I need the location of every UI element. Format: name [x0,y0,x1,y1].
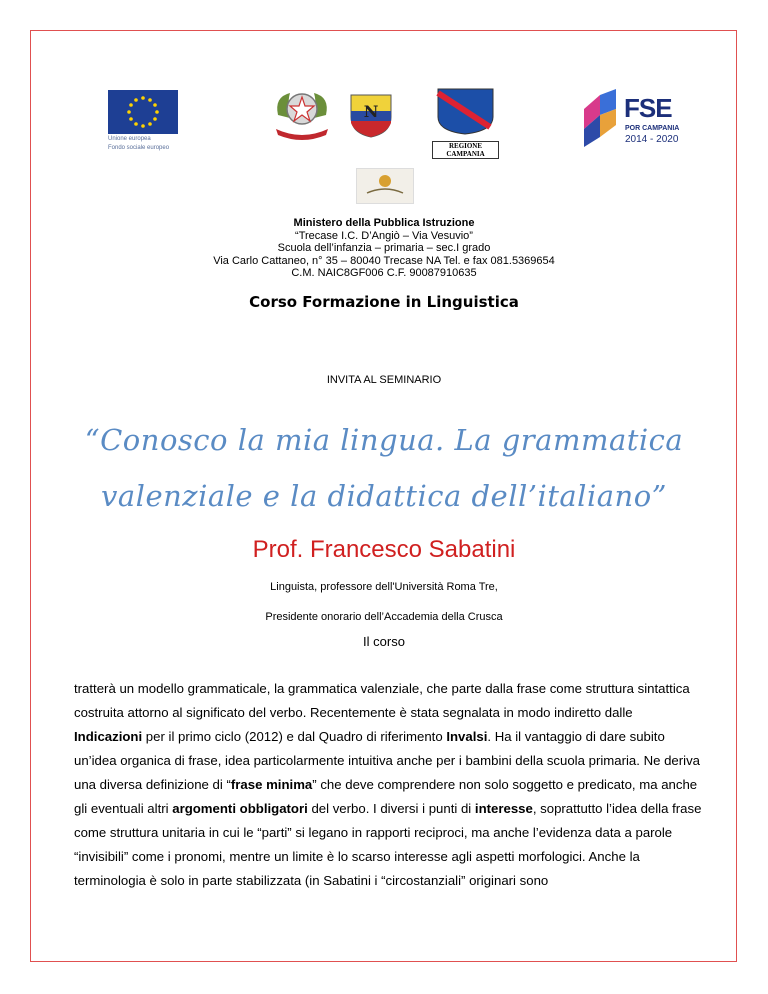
campania-caption: REGIONE CAMPANIA [432,141,499,159]
course-title: Corso Formazione in Linguistica [249,293,519,311]
invite-text: INVITA AL SEMINARIO [326,374,442,386]
course-description [74,677,704,893]
body-part-6: , soprattutto l’idea della frase come struttura unitaria in cui le “parti” si legano in rapporti reciproci, ma anche l’evidenza data a parole “invisibili” come i pronomi, mentre un limite è lo scarso interesse agli aspetti morfologici. Anche la terminologia è solo in parte stabilizzata (in Sabatini i “circostanziali” originari sono [74,801,702,888]
eu-flag-icon [108,90,178,134]
school-levels: Scuola dell’infanzia – primaria – sec.I grado [277,242,491,254]
italian-emblem-icon [270,85,334,143]
fse-sub1: POR CAMPANIA [625,125,680,132]
speaker-role-2: Presidente onorario dell’Accademia della Crusca [265,611,503,623]
speaker-name: Prof. Francesco Sabatini [252,536,516,563]
fse-main: FSE [624,93,672,123]
fse-logo [580,85,680,153]
school-name: “Trecase I.C. D’Angiò – Via Vesuvio” [295,229,473,242]
seminar-title [60,412,708,524]
school-address: Via Carlo Cattaneo, n° 35 – 80040 Trecase NA Tel. e fax 081.5369654 [213,254,555,267]
body-part-5: del verbo. I diversi i punti di [307,801,475,816]
eu-caption-2: Fondo sociale europeo [108,145,170,151]
eu-caption-1: Unione europea [108,136,151,142]
speaker-role-1: Linguista, professore dell'Università Roma Tre, [270,581,498,593]
school-logo-icon [345,87,397,139]
seminar-title-line-2: valenziale e la didattica dell’italiano” [101,479,667,513]
body-part-3: . Ha il vantaggio di dare subito un’idea organica di frase, idea particolarmente intuitiva anche per i bambini della scuola primaria. Ne deriva una diversa definizione di “ [74,729,701,792]
seminar-title-line-1: “Conosco la mia lingua. La grammatica [84,423,684,457]
eu-logo [108,90,178,160]
body-part-1: tratterà un modello grammaticale, la grammatica valenziale, che parte dalla frase come struttura sintattica costruita attorno al significato del verbo. Recentemente è stata segnalata in modo indiretto dalle [74,681,690,720]
body-part-2: per il primo ciclo (2012) e dal Quadro di riferimento [142,729,447,744]
body-bold-3: frase minima [230,777,313,792]
ministry-name: Ministero della Pubblica Istruzione [293,217,475,229]
school-header [0,217,768,280]
body-bold-1: Indicazioni [74,729,143,744]
logo-row [0,85,768,158]
body-bold-2: Invalsi [446,729,488,744]
small-school-logo [356,168,414,204]
body-part-4: ” che deve comprendere non solo soggetto e predicato, ma anche gli eventuali altri [74,777,698,816]
body-bold-5: interesse [474,801,533,816]
body-bold-4: argomenti obbligatori [172,801,308,816]
school-codes: C.M. NAIC8GF006 C.F. 90087910635 [291,267,477,279]
regione-campania-logo [428,87,503,158]
svg-text:N: N [363,102,379,121]
course-heading: Il corso [363,634,405,649]
fse-sub2: 2014 - 2020 [625,134,679,145]
